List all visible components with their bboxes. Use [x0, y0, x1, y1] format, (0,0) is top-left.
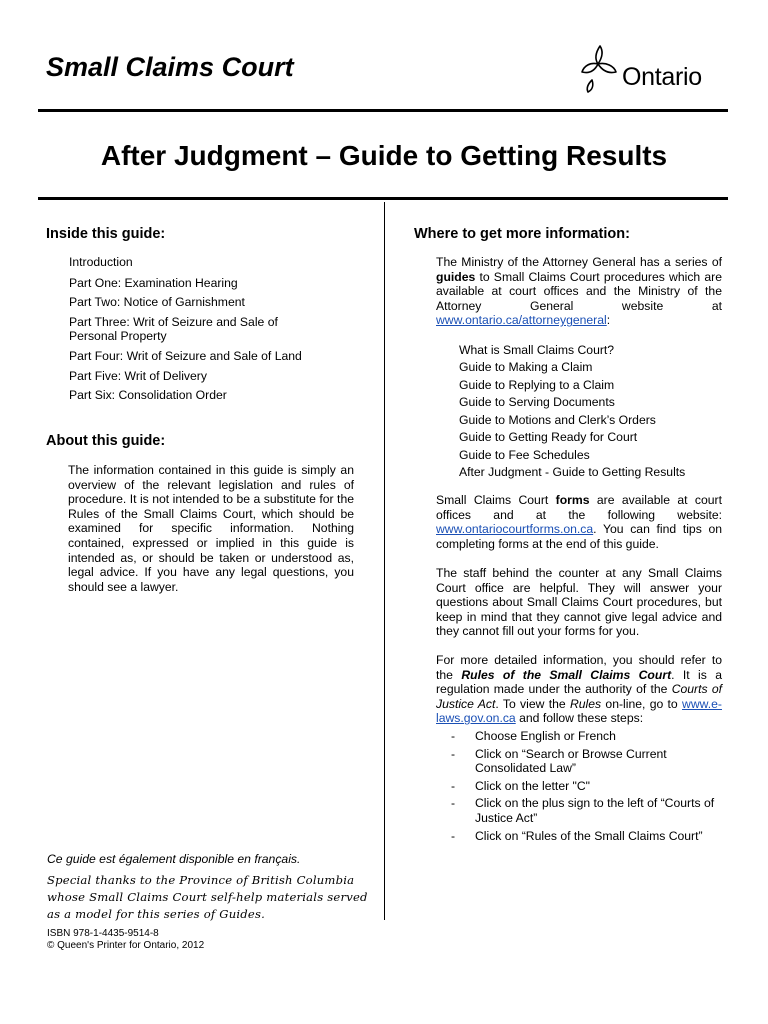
- rules-paragraph: For more detailed information, you should refer to the Rules of the Small Claims Court. It is a regulation made under the authority of the Courts of Justice Act. To view the Rules on-line, go to www.e-laws.gov.on.ca and follow these steps:: [436, 653, 722, 726]
- list-item: Guide to Getting Ready for Court: [459, 430, 638, 445]
- copyright: © Queen's Printer for Ontario, 2012: [47, 940, 205, 951]
- page-title: After Judgment – Guide to Getting Results: [100, 140, 668, 171]
- about-guide-text: The information contained in this guide is simply an overview of the relevant legislation and rules of procedure. It is not intended to be a substitute for the Rules of the Small Claims Court, which should be examined for specific information. Nothing contained, expressed or implied in this guide is intended as, or should be taken or understood as, legal advice. If you have any legal questions, you should see a lawyer.: [68, 463, 354, 594]
- inside-guide-list: [69, 255, 369, 403]
- staff-paragraph: The staff behind the counter at any Small Claims Court office are helpful. They will answer your questions about Small Claims Court procedures, but keep in mind that they cannot give legal advice and they cannot fill out your forms for you.: [436, 566, 722, 639]
- list-item: Guide to Motions and Clerk’s Orders: [459, 412, 656, 427]
- guides-bold: guides: [436, 269, 476, 284]
- list-item: Part Six: Consolidation Order: [69, 388, 227, 403]
- list-item: - Choose English or French: [451, 729, 616, 743]
- thanks-line: Special thanks to the Province of British Columbia: [47, 873, 355, 887]
- list-item: - Click on “Search or Browse Current Consolidated Law”: [451, 746, 667, 776]
- thanks-line: whose Small Claims Court self-help materials served: [47, 890, 368, 904]
- guides-paragraph: The Ministry of the Attorney General has a series of guides to Small Claims Court procedures which are available at court offices and the Ministry of the Attorney General website at www.ontario.ca/attorneygeneral:: [436, 255, 722, 328]
- list-item: Introduction: [69, 255, 133, 269]
- court-title: Small Claims Court: [46, 52, 294, 82]
- guides-list: [459, 343, 721, 480]
- isbn: ISBN 978-1-4435-9514-8: [47, 928, 159, 939]
- french-note: Ce guide est également disponible en français.: [47, 852, 301, 866]
- list-item: After Judgment - Guide to Getting Results: [459, 465, 686, 480]
- thanks-note: [47, 872, 377, 923]
- court-forms-link[interactable]: www.ontariocourtforms.on.ca: [436, 522, 594, 537]
- list-item: Part Two: Notice of Garnishment: [69, 295, 245, 310]
- rules-title: Rules of the Small Claims Court: [461, 667, 672, 682]
- list-item: Guide to Replying to a Claim: [459, 377, 615, 392]
- list-item: Personal Property: [69, 329, 167, 344]
- steps-list: [451, 729, 726, 846]
- list-item: Part Three: Writ of Seizure and Sale of: [69, 314, 278, 329]
- list-item: Guide to Making a Claim: [459, 360, 593, 375]
- logo-text: Ontario: [622, 63, 702, 91]
- thanks-line: as a model for this series of Guides.: [47, 907, 266, 921]
- more-info-heading: Where to get more information:: [414, 226, 630, 242]
- list-item: Part Four: Writ of Seizure and Sale of Land: [69, 348, 302, 363]
- e-laws-link[interactable]: www.e-laws.gov.on.ca: [436, 696, 722, 726]
- list-item: Guide to Fee Schedules: [459, 447, 590, 462]
- column-divider: [384, 202, 385, 920]
- list-item: - Click on the letter "C": [451, 778, 590, 793]
- header-rule-top: [38, 109, 728, 112]
- ontario-logo: [578, 40, 728, 96]
- list-item: - Click on the plus sign to the left of “Courts of Justice Act”: [451, 796, 715, 825]
- trillium-icon: [578, 40, 622, 96]
- forms-bold: forms: [555, 493, 590, 507]
- header-rule-bottom: [38, 197, 728, 200]
- list-item: - Click on “Rules of the Small Claims Court”: [451, 828, 703, 843]
- list-item: Part One: Examination Hearing: [69, 275, 238, 290]
- inside-guide-heading: Inside this guide:: [46, 226, 166, 242]
- list-item: Part Five: Writ of Delivery: [69, 368, 207, 383]
- attorney-general-link[interactable]: www.ontario.ca/attorneygeneral: [436, 313, 607, 328]
- list-item: What is Small Claims Court?: [459, 343, 615, 357]
- about-guide-heading: About this guide:: [46, 433, 166, 449]
- forms-paragraph: Small Claims Court forms are available at court offices and at the following website: www.ontariocourtforms.on.ca. You can find tips on completing forms at the end of this guide.: [436, 493, 722, 551]
- list-item: Guide to Serving Documents: [459, 395, 615, 410]
